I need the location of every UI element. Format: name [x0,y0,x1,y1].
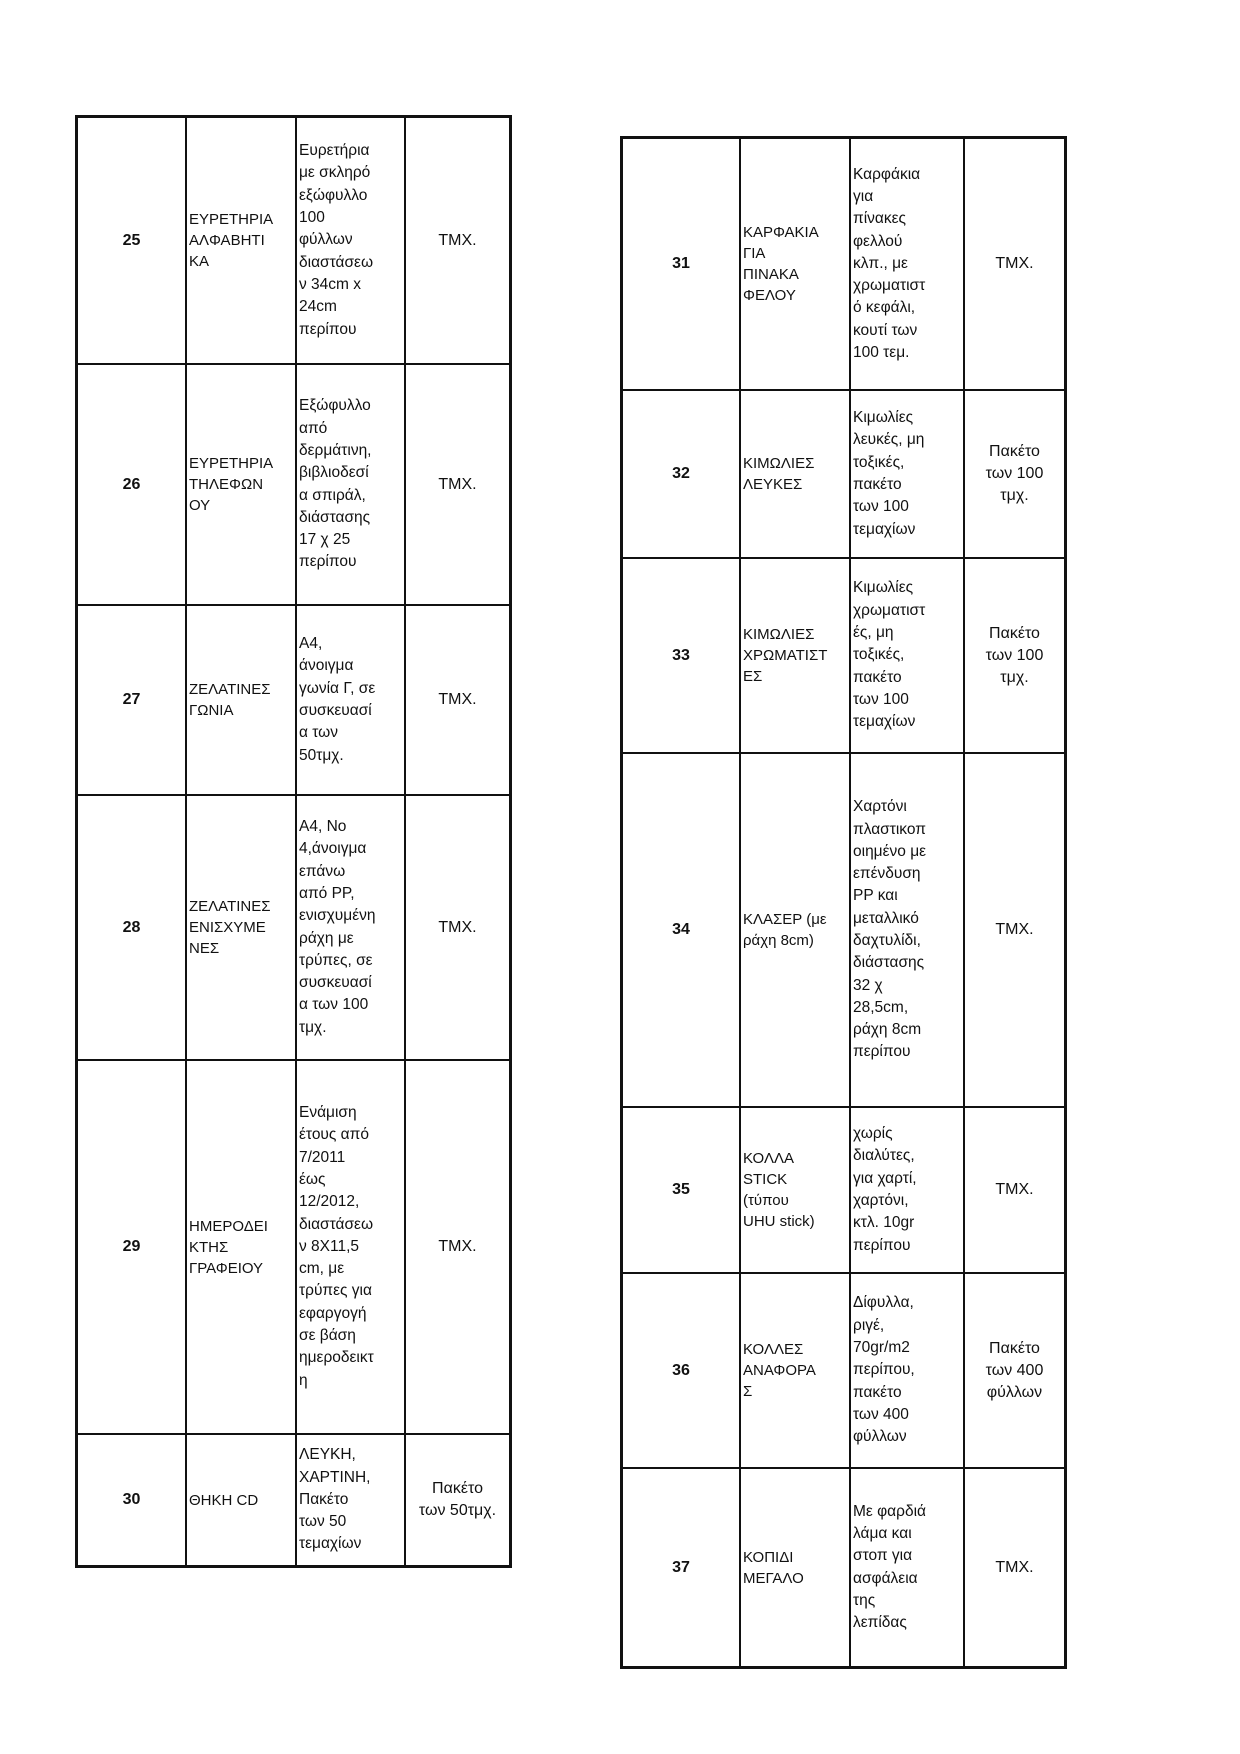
item-unit: ΤΜΧ. [995,1181,1034,1198]
item-name: ΖΕΛΑΤΙΝΕΣ ΕΝΙΣΧΥΜΕ ΝΕΣ [189,898,271,957]
item-number: 29 [122,1238,141,1255]
item-unit: Πακέτο των 50τμχ. [418,1480,497,1519]
item-description: Με φαρδιά λάμα και στοπ για ασφάλεια της λεπίδας [853,1502,926,1632]
item-number: 25 [122,231,141,249]
table-row [78,1059,509,1433]
item-description: ΛΕΥΚΗ, ΧΑΡΤΙΝΗ, Πακέτο των 50 τεμαχίων [299,1446,371,1553]
item-name: ΚΙΜΩΛΙΕΣ ΛΕΥΚΕΣ [743,455,815,493]
item-name: ΚΟΛΛΑ STICK (τύπου UHU stick) [743,1150,815,1230]
item-unit: ΤΜΧ. [995,921,1034,938]
item-unit: Πακέτο των 400 φύλλων [985,1339,1044,1401]
item-name: ΚΟΠΙΔΙ ΜΕΓΑΛΟ [743,1548,804,1587]
item-name: ΚΟΛΛΕΣ ΑΝΑΦΟΡΑ Σ [743,1341,816,1400]
table-row [623,1467,1064,1666]
table-row [623,1106,1064,1272]
item-unit: ΤΜΧ. [995,1558,1034,1576]
item-description: Χαρτόνι πλαστικοπ οιημένο με επένδυση PP και μεταλλικό δαχτυλίδι, διάστασης 32 χ 28,5cm, ράχη 8cm περίπου [853,798,927,1061]
item-number: 36 [672,1361,690,1379]
item-unit: ΤΜΧ. [438,691,477,708]
item-name: ΚΑΡΦΑΚΙΑ ΓΙΑ ΠΙΝΑΚΑ ΦΕΛΟΥ [743,224,819,304]
item-name: ΚΛΑΣΕΡ (με ράχη 8cm) [743,911,827,949]
item-number: 28 [122,918,141,936]
item-number: 31 [672,255,690,272]
items-table-right [620,136,1067,1669]
item-unit: Πακέτο των 100 τμχ. [985,443,1044,504]
item-name: ΕΥΡΕΤΗΡΙΑ ΑΛΦΑΒΗΤΙ ΚΑ [189,211,274,270]
item-name: ΖΕΛΑΤΙΝΕΣ ΓΩΝΙΑ [189,681,271,719]
item-description: Ενάμιση έτους από 7/2011 έως 12/2012, διαστάσεω ν 8Χ11,5 cm, με τρύπες για εφαργογή σε βάση ημεροδεικτ η [299,1104,374,1389]
item-unit: ΤΜΧ. [438,231,477,249]
table-row [78,604,509,794]
item-number: 34 [672,921,690,938]
item-number: 26 [122,475,141,493]
item-name: ΘΗΚΗ CD [189,1491,259,1509]
item-number: 37 [672,1558,690,1576]
item-unit: ΤΜΧ. [438,1238,477,1255]
item-description: Καρφάκια για πίνακες φελλού κλπ., με χρωματιστ ό κεφάλι, κουτί των 100 τεμ. [853,165,926,362]
item-description: Κιμωλίες χρωματιστ ές, μη τοξικές, πακέτο των 100 τεμαχίων [853,579,926,731]
item-number: 32 [672,465,690,482]
item-description: Εξώφυλλο από δερμάτινη, βιβλιοδεσί α σπιράλ, διάστασης 17 χ 25 περίπου [299,397,372,571]
table-row [78,1433,509,1565]
table-row [623,752,1064,1106]
item-description: Α4, άνοιγμα γωνία Γ, σε συσκευασί α των 50τμχ. [299,635,376,764]
items-table-left [75,115,512,1568]
table-row [78,363,509,604]
item-number: 35 [672,1181,690,1198]
table-row [623,557,1064,752]
item-name: ΚΙΜΩΛΙΕΣ ΧΡΩΜΑΤΙΣΤ ΕΣ [743,626,828,685]
item-unit: ΤΜΧ. [438,475,477,493]
item-description: Ευρετήρια με σκληρό εξώφυλλο 100 φύλλων διαστάσεω ν 34cm x 24cm περίπου [299,142,374,338]
item-unit: ΤΜΧ. [438,918,477,936]
item-number: 27 [122,691,141,708]
table-row [78,794,509,1059]
item-name: ΗΜΕΡΟΔΕΙ ΚΤΗΣ ΓΡΑΦΕΙΟΥ [189,1217,268,1277]
table-row [623,139,1064,389]
item-description: χωρίς διαλύτες, για χαρτί, χαρτόνι, κτλ. 10gr περίπου [853,1125,917,1254]
item-description: Δίφυλλα, ριγέ, 70gr/m2 περίπου, πακέτο των 400 φύλλων [853,1294,915,1446]
item-name: ΕΥΡΕΤΗΡΙΑ ΤΗΛΕΦΩΝ ΟΥ [189,455,274,514]
item-number: 33 [672,646,690,664]
item-unit: ΤΜΧ. [995,255,1034,272]
item-description: Κιμωλίες λευκές, μη τοξικές, πακέτο των 100 τεμαχίων [853,409,925,538]
item-number: 30 [122,1491,141,1508]
item-unit: Πακέτο των 100 τμχ. [985,624,1044,686]
table-row [78,118,509,363]
table-row [623,389,1064,557]
table-row [623,1272,1064,1467]
item-description: Α4, Νο 4,άνοιγμα επάνω από PP, ενισχυμένη ράχη με τρύπες, σε συσκευασί α των 100 τμχ. [299,818,376,1036]
